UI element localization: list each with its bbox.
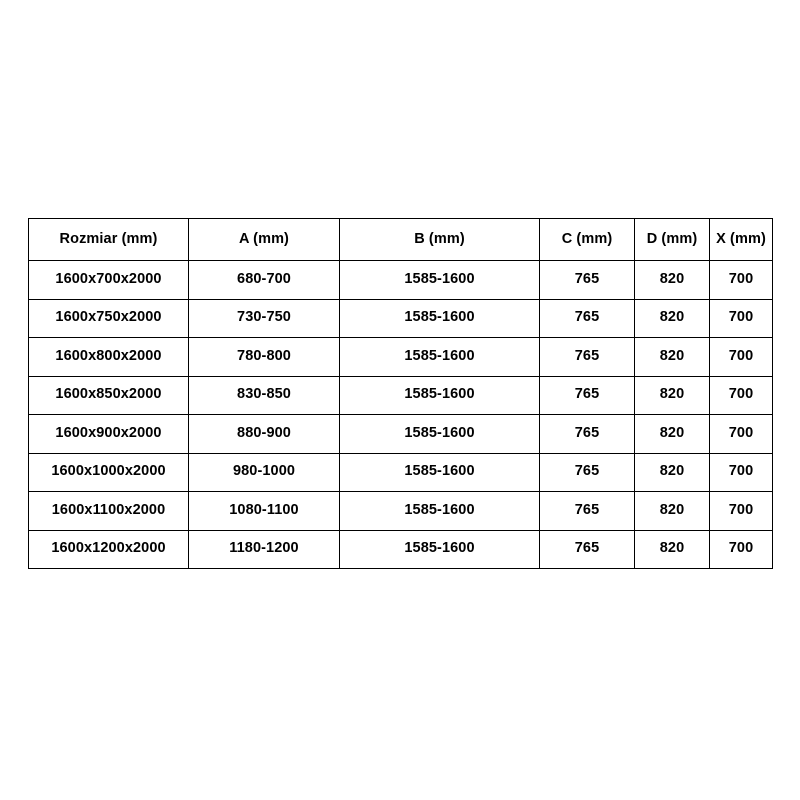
cell-b: 1585-1600 (340, 415, 540, 454)
cell-x: 700 (710, 530, 773, 569)
cell-b: 1585-1600 (340, 530, 540, 569)
cell-b: 1585-1600 (340, 338, 540, 377)
cell-rozmiar: 1600x700x2000 (29, 261, 189, 300)
cell-rozmiar: 1600x1000x2000 (29, 453, 189, 492)
column-header-b: B (mm) (340, 219, 540, 261)
cell-d: 820 (635, 338, 710, 377)
cell-c: 765 (540, 415, 635, 454)
table-row (29, 376, 773, 415)
cell-x: 700 (710, 492, 773, 531)
column-header-rozmiar: Rozmiar (mm) (29, 219, 189, 261)
cell-x: 700 (710, 415, 773, 454)
cell-rozmiar: 1600x800x2000 (29, 338, 189, 377)
cell-a: 680-700 (189, 261, 340, 300)
cell-a: 730-750 (189, 299, 340, 338)
cell-c: 765 (540, 492, 635, 531)
column-header-x: X (mm) (710, 219, 773, 261)
cell-c: 765 (540, 299, 635, 338)
table-row (29, 415, 773, 454)
cell-x: 700 (710, 261, 773, 300)
cell-d: 820 (635, 261, 710, 300)
cell-d: 820 (635, 453, 710, 492)
cell-rozmiar: 1600x750x2000 (29, 299, 189, 338)
cell-b: 1585-1600 (340, 299, 540, 338)
cell-d: 820 (635, 492, 710, 531)
cell-x: 700 (710, 376, 773, 415)
cell-a: 980-1000 (189, 453, 340, 492)
column-header-c: C (mm) (540, 219, 635, 261)
column-header-d: D (mm) (635, 219, 710, 261)
cell-x: 700 (710, 338, 773, 377)
table-header-row (29, 219, 773, 261)
table-row (29, 530, 773, 569)
cell-x: 700 (710, 453, 773, 492)
table-row (29, 261, 773, 300)
cell-rozmiar: 1600x900x2000 (29, 415, 189, 454)
cell-b: 1585-1600 (340, 492, 540, 531)
cell-a: 830-850 (189, 376, 340, 415)
cell-a: 880-900 (189, 415, 340, 454)
size-table-container (28, 218, 772, 569)
cell-d: 820 (635, 415, 710, 454)
cell-x: 700 (710, 299, 773, 338)
table-row (29, 338, 773, 377)
cell-a: 1080-1100 (189, 492, 340, 531)
table-row (29, 492, 773, 531)
cell-d: 820 (635, 530, 710, 569)
cell-c: 765 (540, 530, 635, 569)
cell-c: 765 (540, 261, 635, 300)
cell-rozmiar: 1600x1200x2000 (29, 530, 189, 569)
cell-b: 1585-1600 (340, 453, 540, 492)
cell-c: 765 (540, 453, 635, 492)
cell-b: 1585-1600 (340, 261, 540, 300)
table-row (29, 453, 773, 492)
cell-d: 820 (635, 376, 710, 415)
cell-a: 1180-1200 (189, 530, 340, 569)
cell-c: 765 (540, 376, 635, 415)
table-row (29, 299, 773, 338)
cell-a: 780-800 (189, 338, 340, 377)
cell-d: 820 (635, 299, 710, 338)
cell-c: 765 (540, 338, 635, 377)
column-header-a: A (mm) (189, 219, 340, 261)
cell-b: 1585-1600 (340, 376, 540, 415)
cell-rozmiar: 1600x850x2000 (29, 376, 189, 415)
size-table (28, 218, 773, 569)
cell-rozmiar: 1600x1100x2000 (29, 492, 189, 531)
